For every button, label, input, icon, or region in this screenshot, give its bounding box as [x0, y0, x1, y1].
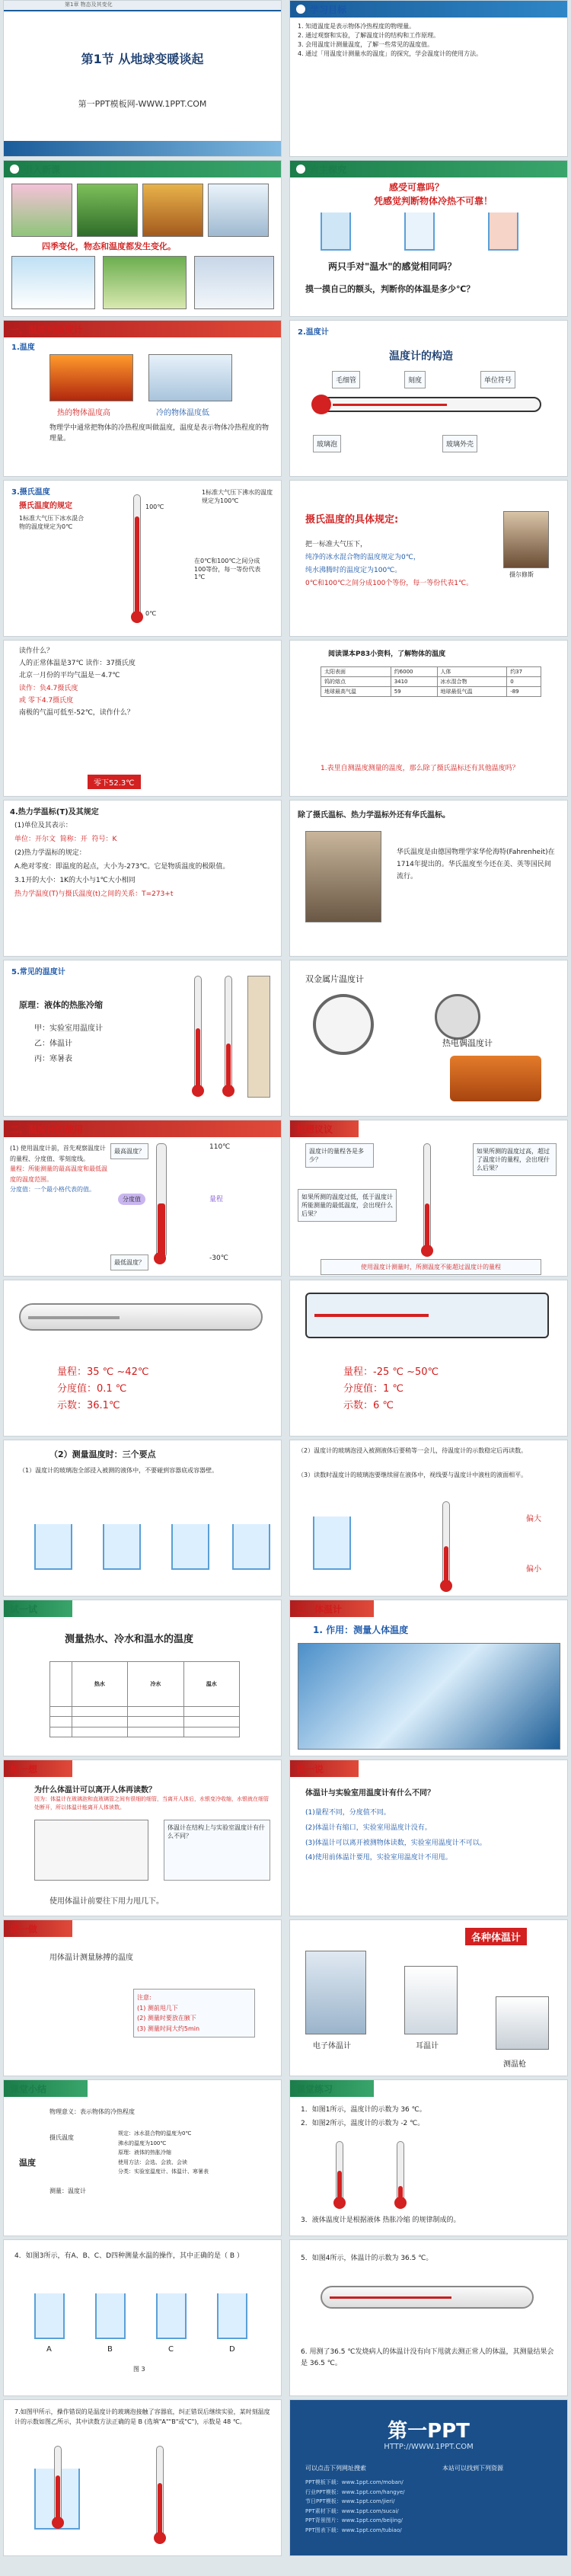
- table-row: [50, 1706, 240, 1717]
- slide-usage[interactable]: [3, 1120, 282, 1277]
- try-header: [4, 1600, 72, 1617]
- reading-thermometer: [442, 1501, 450, 1585]
- intro-header: [4, 161, 281, 177]
- measure-point-2: （2）温度计的玻璃泡浸入被测液体后要稍等一会儿，待温度计的示数稳定后再读数。: [298, 1447, 528, 1454]
- slide-fahrenheit[interactable]: [289, 800, 568, 957]
- winter-photo: [208, 184, 269, 237]
- celsius-portrait: [503, 511, 549, 568]
- clinical-header: [290, 1600, 374, 1617]
- beaker: [313, 1517, 351, 1570]
- option-a: A: [46, 2345, 52, 2354]
- bullet-icon: [296, 165, 305, 174]
- goals-header-text: 学习目标: [310, 4, 347, 15]
- celsius-sub: 摄氏温度的规定: [19, 502, 72, 510]
- ear-thermometer: [404, 1966, 458, 2034]
- say-item: (3)体温计可以离开被测物体读数，实验室用温度计不可以。: [305, 1839, 486, 1847]
- table-note: 1.表里自测温度测量的温度，那么除了摄氏温标还有其他温度吗？: [321, 765, 519, 772]
- think-shake: 使用体温计前要往下用力甩几下。: [49, 1897, 164, 1906]
- kelvin-text: (1)单位及其表示： 单位：开尔文 简称：开 符号：K (2)热力学温标的规定： A.绝对零度：即温度的起点，大小为-273℃。它是物质温度的极限值。 3.1开的大小：1K的大小与1℃大小相同 热力学温度(T)与摄氏温度(t)之间的关系：T=273+t: [14, 822, 230, 898]
- type-item: 乙：体温计: [34, 1040, 72, 1048]
- table-row: 钨的熔点 3410 冰水混合物 0: [321, 677, 541, 687]
- clinical-readout: 量程：35 ℃ ~42℃ 分度值：0.1 ℃ 示数：36.1℃: [57, 1366, 149, 1412]
- footer-link[interactable]: PPT模板下载：www.1ppt.com/moban/: [305, 2479, 404, 2485]
- footer-link[interactable]: 节日PPT模板：www.1ppt.com/jieri/: [305, 2498, 395, 2505]
- summary-branch-3: 测量：温度计: [49, 2188, 86, 2194]
- footer-col2: 本站可以找到下列资源: [442, 2465, 503, 2472]
- intro-header-text: 引入新课: [24, 164, 61, 175]
- say-item: (4)使用前体温计要甩，实验室用温度计不用甩。: [305, 1854, 452, 1862]
- slide-title-text: 第1节 从地球变暖谈起: [81, 52, 204, 66]
- explore-header-text: 自主探究: [310, 164, 347, 175]
- clinical-photo: [298, 1643, 560, 1750]
- practice-q4: 4．如图3所示，有A、B、C、D四种测量水温的操作，其中正确的是（ B ）: [14, 2252, 244, 2260]
- practice-header: [290, 2080, 374, 2097]
- label-capillary: 毛细管: [332, 371, 360, 388]
- say-header-text: 说一说: [296, 1763, 324, 1775]
- site-text: 第一PPT模板网-WWW.1PPT.COM: [78, 99, 207, 109]
- option-c-beaker: [156, 2293, 187, 2339]
- clinical-thermometer-image: [19, 1303, 263, 1331]
- slide-kelvin[interactable]: [3, 800, 282, 957]
- slide-temperature[interactable]: [3, 320, 282, 477]
- min-value: -30℃: [209, 1254, 228, 1262]
- goal-item: 3. 会用温度计测量温度，了解一些常见的温度值。: [298, 41, 434, 48]
- summary-root: 温度: [19, 2158, 36, 2168]
- footer-logo: 第一PPT: [388, 2420, 470, 2443]
- think-header: [4, 1760, 72, 1777]
- footer-band: [4, 141, 281, 156]
- slide-summary[interactable]: [3, 2079, 282, 2236]
- reading-line: 读作：负4.7摄氏度: [19, 684, 78, 692]
- hot-caption: 热的物体温度高: [57, 409, 110, 417]
- usage-header: [4, 1120, 281, 1137]
- thermocouple-device: [450, 1056, 541, 1101]
- digital-thermometer: [305, 1951, 366, 2034]
- table-row: 地球最高气温 59 地球最低气温 -89: [321, 687, 541, 697]
- table-row: 热水 冷水 温水: [50, 1662, 240, 1707]
- goals-header: [290, 1, 567, 18]
- usage-thermometer: [156, 1143, 167, 1258]
- summary-header: [4, 2080, 88, 2097]
- slide-goals[interactable]: [289, 0, 568, 157]
- practice-text: 1．如图1所示，温度计的示数为 36 ℃。 2．如图2所示，温度计的示数为 -2 ℃。: [301, 2106, 426, 2127]
- option-a-beaker: [34, 2293, 65, 2339]
- autumn-photo: [142, 184, 203, 237]
- footer-links: [305, 2478, 405, 2536]
- principle-text: 原理：液体的热胀冷缩: [19, 1000, 103, 1010]
- discuss-q1: 温度计的量程各是多少？: [305, 1143, 374, 1168]
- clinical-header-text: 三、体温计: [296, 1603, 343, 1615]
- discuss-header-text: 想想议议: [296, 1123, 333, 1135]
- fig1-thermometer: [336, 2141, 343, 2202]
- portrait-caption: 摄尔修斯: [509, 571, 534, 578]
- reading-line: 北京一月份的平均气温是－4.7℃: [19, 672, 120, 680]
- thermometer-types: [34, 1021, 103, 1067]
- temp-header-text: 一、温度和温度计: [10, 324, 84, 335]
- say-item: (2)体温计有缩口，实验室用温度计没有。: [305, 1823, 432, 1832]
- temp-subtitle: 1.温度: [11, 344, 35, 352]
- rule-line: 0℃和100℃之间分成100个等份，每一等份代表1℃。: [305, 580, 474, 588]
- table-row: 太阳表面 约6000 人体 约37: [321, 667, 541, 677]
- division-label: 分度值: [118, 1194, 145, 1205]
- thermocouple-title: 热电偶温度计: [442, 1038, 493, 1048]
- measure-title: （2）测量温度时：三个要点: [49, 1449, 156, 1459]
- think-figure: [34, 1820, 148, 1881]
- discuss-thermometer: [423, 1143, 431, 1250]
- reading-low: 偏小: [526, 1565, 541, 1574]
- temp-header: [4, 321, 281, 337]
- bimetal-title: 双金属片温度计: [305, 974, 364, 984]
- slide-say[interactable]: [289, 1759, 568, 1916]
- min-label: 最低温度？: [110, 1254, 148, 1270]
- slide-measure-points[interactable]: [3, 1440, 282, 1596]
- slide-do[interactable]: [3, 1919, 282, 2076]
- fahrenheit-intro: 除了摄氏温标、热力学温标外还有华氏温标。: [298, 811, 450, 820]
- measure-point-1: （1）温度计的玻璃泡全部浸入被测的液体中，不要碰到容器底或容器壁。: [19, 1467, 219, 1474]
- reading-high: 偏大: [526, 1515, 541, 1523]
- label-bulb: 玻璃泡: [313, 435, 341, 452]
- summary-header-text: 课堂小结: [10, 2083, 47, 2095]
- types-title: 各种体温计: [465, 1928, 527, 1945]
- reading-line: 南极的气温可低至-52℃，读作什么？: [19, 708, 134, 717]
- practice-q7: 7.如图甲所示，操作错误的是温度计的玻璃泡接触了容器底，纠正错误后继续实验，某时刻温度计的示数如图乙所示，其中读数方法正确的是 B (选填"A""B"或"C")，示数是 48 ℃。: [14, 2408, 270, 2425]
- think-box: 体温计在结构上与实验室温度计有什么不同？: [164, 1820, 270, 1881]
- label-unit: 单位符号: [480, 371, 515, 388]
- slide-practice-5[interactable]: [289, 2239, 568, 2396]
- chapter-bar: 第1章 物态及其变化: [4, 1, 281, 11]
- measure-point-3: （3）读数时温度计的玻璃泡要继续留在液体中，视线要与温度计中液柱的液面相平。: [298, 1472, 528, 1478]
- option-b-beaker: [95, 2293, 126, 2339]
- slide-celsius-rule[interactable]: [289, 480, 568, 637]
- label-shell: 玻璃外壳: [442, 435, 477, 452]
- question-1: 感受可靠吗？: [389, 182, 445, 193]
- slide-reading[interactable]: [3, 640, 282, 797]
- do-steps: 注意: (1) 测前甩几下 (2) 测量时要放在腋下 (3) 测量时间大约5min: [133, 1989, 255, 2037]
- usage-text: (1) 使用温度计前，首先观察温度计的量程、分度值、零刻度线。 量程：所能测量的最高温度和最低温度的温度范围。 分度值：一个最小格代表的值。: [10, 1145, 107, 1194]
- rule-text: [305, 539, 480, 590]
- reading-text: [19, 645, 202, 719]
- beaker-a: [34, 1524, 72, 1570]
- horizontal-thermometer: [321, 397, 541, 412]
- reading-line: 读作什么？: [19, 647, 54, 655]
- fahrenheit-text: 华氏温度是由德国物理学家华伦海特(Fahrenheit)在1714年提出的。华氏温度至今还在美、英等国民间流行。: [397, 849, 555, 881]
- fig2-thermometer: [397, 2141, 404, 2202]
- slide-explore[interactable]: [289, 160, 568, 317]
- fig3-caption: 图 3: [133, 2366, 145, 2373]
- slide-types[interactable]: [289, 1919, 568, 2076]
- question-3: 两只手对"温水"的感觉相同吗？: [328, 261, 457, 272]
- range-label: 量程: [209, 1196, 224, 1203]
- footer-url[interactable]: HTTP://WWW.1PPT.COM: [384, 2443, 474, 2451]
- tick-100: 100℃: [145, 503, 164, 510]
- slide-title[interactable]: [3, 0, 282, 157]
- summary-branch-2: 摄氏温度: [49, 2134, 74, 2141]
- thermo-subtitle: 2.温度计: [298, 328, 329, 337]
- table-row: [50, 1727, 240, 1737]
- slide-practice-4[interactable]: [3, 2239, 282, 2396]
- slide-try[interactable]: [3, 1600, 282, 1756]
- practice-q6: 6. 用测了36.5 ℃发烧病人的体温计没有向下甩就去测正常人的体温，其测量结果会是 36.5 ℃。: [301, 2348, 554, 2368]
- slide-intro[interactable]: [3, 160, 282, 317]
- wall-thermometer: [247, 976, 270, 1098]
- footer-link[interactable]: PPT图表下载：www.1ppt.com/tubiao/: [305, 2526, 402, 2533]
- celsius-right: 1标准大气压下沸水的温度规定为100℃: [202, 489, 273, 504]
- slide-discuss[interactable]: [289, 1120, 568, 1277]
- question-2: 凭感觉判断物体冷热不可靠！: [374, 196, 493, 206]
- option-d-beaker: [217, 2293, 247, 2339]
- clinical-thermometer: [225, 976, 232, 1090]
- usage-header-text: 二、温度计的使用: [10, 1123, 84, 1135]
- temperature-table: [321, 666, 541, 697]
- temp-gun: [496, 1996, 549, 2050]
- try-title: 测量热水、冷水和温水的温度: [65, 1634, 194, 1645]
- practice-q5: 5．如图4所示，体温计的示数为 36.5 ℃。: [301, 2255, 433, 2262]
- fig4-thermometer: [321, 2286, 534, 2309]
- discuss-q3: 如果所测的温度过低，低于温度计所能测量的最低温度，会出现什么后果？: [298, 1189, 397, 1222]
- beaker-b: [103, 1524, 141, 1570]
- intro-caption: 四季变化，物态和温度都发生变化。: [42, 241, 176, 251]
- bimetal-gauge: [313, 994, 374, 1055]
- spring-photo: [11, 184, 72, 237]
- q7-thermometer-a: [54, 2446, 62, 2522]
- dial-gauge: [435, 994, 480, 1040]
- say-list: [305, 1806, 486, 1866]
- slide-wall-reading[interactable]: [289, 1280, 568, 1437]
- summary-leaves: 规定：冰水混合物的温度为0℃ 沸水的温度为100℃ 原理：液体的热胀冷缩 使用方法：会选、会放、会读 分类：实验室温度计、体温计、寒暑表: [118, 2130, 209, 2175]
- bullet-icon: [296, 5, 305, 14]
- think-header-text: 想一想: [10, 1763, 38, 1775]
- do-header: [4, 1920, 72, 1937]
- kelvin-title: 4.热力学温标(T)及其规定: [10, 808, 99, 817]
- slide-clinical-reading[interactable]: [3, 1280, 282, 1437]
- table-row: [50, 1717, 240, 1727]
- do-header-text: 做一做: [10, 1923, 38, 1935]
- try-table: [49, 1661, 240, 1737]
- fahrenheit-portrait: [305, 831, 381, 922]
- say-item: (1)量程不同，分度值不同。: [305, 1809, 391, 1817]
- slide-footer[interactable]: [289, 2399, 568, 2556]
- temp-definition: 物理学中通常把物体的冷热程度叫做温度，温度是表示物体冷热程度的物理量。: [49, 424, 270, 443]
- slide-practice[interactable]: [289, 2079, 568, 2236]
- snow-photo: [194, 256, 274, 309]
- practice-header-text: 课堂练习: [296, 2083, 333, 2095]
- slide-common-thermometers[interactable]: [3, 960, 282, 1117]
- type-item: 丙：寒暑表: [34, 1055, 72, 1063]
- explore-header: [290, 161, 567, 177]
- cold-water-cup: [321, 213, 351, 251]
- rule-line: 纯净的冰水混合物的温度规定为0℃，: [305, 554, 420, 562]
- footer-link[interactable]: 行业PPT模板：www.1ppt.com/hangye/: [305, 2488, 405, 2495]
- wall-readout: 量程：-25 ℃ ~50℃ 分度值：1 ℃ 示数：6 ℃: [343, 1366, 439, 1412]
- lab-thermometer: [194, 976, 202, 1090]
- mercury-column: [333, 404, 447, 406]
- bulb: [311, 395, 331, 414]
- hot-photo: [49, 354, 133, 401]
- option-c: C: [168, 2345, 174, 2354]
- think-question: 为什么体温计可以离开人体再读数？: [34, 1786, 156, 1795]
- summer-photo: [77, 184, 138, 237]
- wall-thermometer-image: [305, 1293, 549, 1338]
- footer-link[interactable]: PPT背景图片：www.1ppt.com/beijing/: [305, 2517, 403, 2524]
- slide-practice-7[interactable]: [3, 2399, 282, 2556]
- q7-thermometer-b: [156, 2446, 164, 2537]
- reading-line: 或 零下4.7摄氏度: [19, 696, 74, 705]
- slide-celsius[interactable]: [3, 480, 282, 637]
- digital-label: 电子体温计: [313, 2042, 351, 2050]
- slide-think[interactable]: [3, 1759, 282, 1916]
- tick-0: 0℃: [145, 610, 157, 617]
- max-label: 最高温度？: [110, 1143, 148, 1159]
- ice-photo: [11, 256, 95, 309]
- celsius-thermometer: [133, 494, 141, 616]
- slide-clinical[interactable]: [289, 1600, 568, 1756]
- celsius-note: 在0℃和100℃之间分成100等份，每一等份代表1℃: [194, 558, 261, 580]
- ear-label: 耳温计: [416, 2042, 439, 2050]
- footer-link[interactable]: PPT素材下载：www.1ppt.com/sucai/: [305, 2507, 399, 2514]
- slide-special-thermometers[interactable]: [289, 960, 568, 1117]
- slide-measure-points-2[interactable]: [289, 1440, 568, 1596]
- common-title: 5.常见的温度计: [11, 968, 65, 976]
- hot-water-cup: [488, 213, 518, 251]
- beaker-d: [232, 1524, 270, 1570]
- practice-q3: 3．液体温度计是根据液体 热胀冷缩 的规律制成的。: [301, 2216, 461, 2224]
- table-title: 阅读课本P83小资料，了解物体的温度: [328, 650, 446, 658]
- reading-answer: 零下52.3℃: [88, 775, 141, 789]
- think-hint: 因为：体温计在玻璃泡和直玻璃管之间有很细的细管，当离开人体后，水银变冷收缩，水银就在细管处断开，所以体温计能离开人体读数。: [34, 1796, 269, 1811]
- goal-item: 2. 通过观察和实验，了解温度计的结构和工作原理。: [298, 32, 440, 39]
- gun-label: 测温枪: [503, 2060, 526, 2069]
- bullet-icon: [10, 165, 19, 174]
- reading-line: 人的正常体温是37℃ 读作：37摄氏度: [19, 660, 136, 668]
- rule-title: 摄氏温度的具体规定:: [305, 514, 399, 526]
- celsius-left: 1标准大气压下冰水混合物的温度规定为0℃: [19, 515, 85, 530]
- rule-line: 纯水沸腾时的温度定为100℃。: [305, 567, 402, 575]
- beaker-c: [171, 1524, 209, 1570]
- discuss-q2: 如果所测的温度过高，超过了温度计的量程，会出现什么后果？: [473, 1143, 557, 1176]
- cold-caption: 冷的物体温度低: [156, 409, 209, 417]
- footer-col1: 可以点击下列网址搜索: [305, 2465, 366, 2472]
- field-photo: [103, 256, 187, 309]
- say-question: 体温计与实验室用温度计有什么不同？: [305, 1789, 435, 1798]
- thermo-structure-title: 温度计的构造: [389, 350, 453, 363]
- label-scale: 刻度: [404, 371, 426, 388]
- goal-item: 4. 通过「用温度计测量水的温度」的探究，学会温度计的使用方法。: [298, 50, 483, 57]
- discuss-header: [290, 1120, 359, 1137]
- slide-thermometer[interactable]: [289, 320, 568, 477]
- slide-data-table[interactable]: [289, 640, 568, 797]
- rule-line: 把一标准大气压下，: [305, 541, 368, 548]
- summary-branch-1: 物理意义：表示物体的冷热程度: [49, 2108, 135, 2115]
- warm-water-cup: [404, 213, 435, 251]
- type-item: 甲：实验室用温度计: [34, 1024, 103, 1033]
- goal-item: 1. 知道温度是表示物体冷热程度的物理量。: [298, 23, 416, 30]
- say-header: [290, 1760, 359, 1777]
- do-title: 用体温计测量脉搏的温度: [49, 1954, 133, 1962]
- discuss-note: 使用温度计测量时，所测温度不能超过温度计的量程: [321, 1259, 541, 1275]
- cold-photo: [148, 354, 232, 401]
- celsius-title: 3.摄氏温度: [11, 488, 50, 497]
- max-value: 110℃: [209, 1143, 231, 1151]
- clinical-title: 1. 作用：测量人体温度: [313, 1625, 409, 1635]
- option-b: B: [107, 2345, 113, 2354]
- try-header-text: 试一试: [10, 1603, 38, 1615]
- option-d: D: [229, 2345, 235, 2354]
- question-4: 摸一摸自己的额头，判断你的体温是多少℃？: [305, 284, 475, 294]
